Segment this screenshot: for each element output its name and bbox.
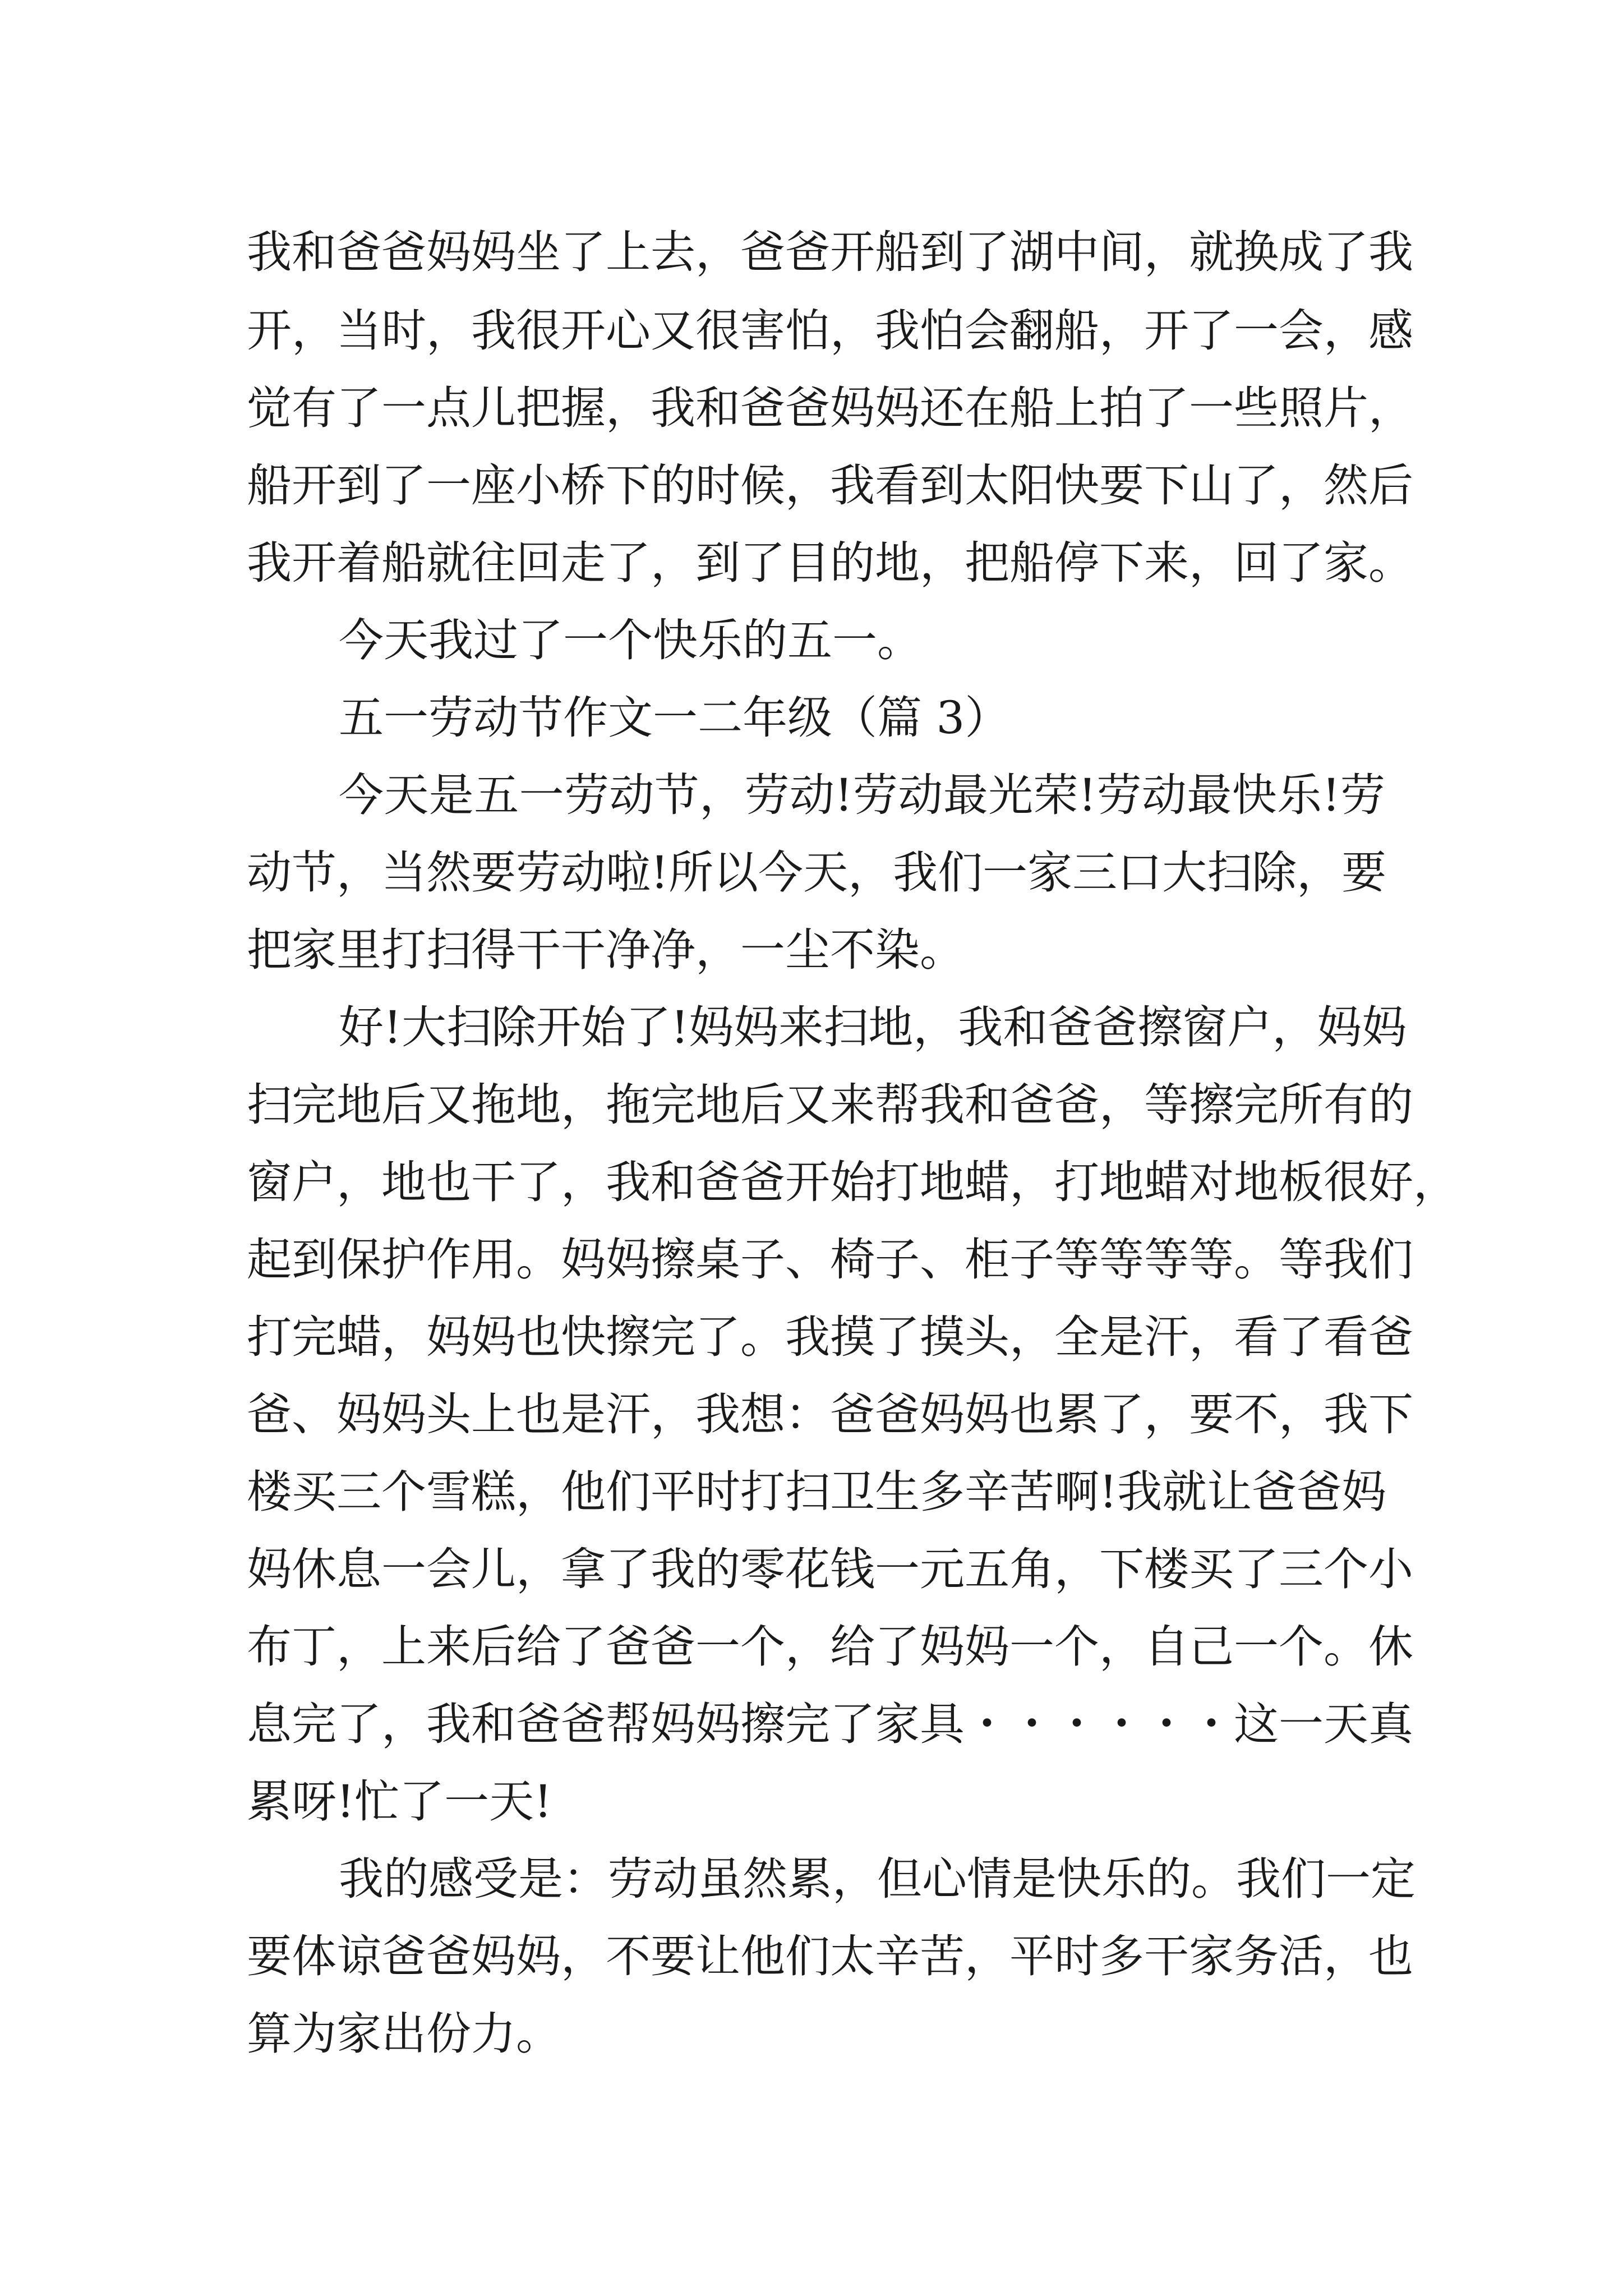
text-line: 好!大扫除开始了!妈妈来扫地，我和爸爸擦窗户，妈妈 [339, 1001, 1407, 1053]
text-line: 觉有了一点儿把握，我和爸爸妈妈还在船上拍了一些照片， [247, 382, 1413, 434]
text-line: 窗户，地也干了，我和爸爸开始打地蜡，打地蜡对地板很好， [247, 1156, 1458, 1208]
section-heading: 五一劳动节作文一二年级（篇 3） [339, 692, 1010, 744]
text-line: 起到保护作用。妈妈擦桌子、椅子、柜子等等等等。等我们 [247, 1234, 1413, 1286]
text-line: 动节，当然要劳动啦!所以今天，我们一家三口大扫除，要 [247, 846, 1387, 899]
text-line: 要体谅爸爸妈妈，不要让他们太辛苦，平时多干家务活，也 [247, 1930, 1413, 1982]
text-line: 爸、妈妈头上也是汗，我想：爸爸妈妈也累了，要不，我下 [247, 1388, 1413, 1441]
text-line: 今天是五一劳动节，劳动!劳动最光荣!劳动最快乐!劳 [339, 769, 1385, 821]
text-line: 船开到了一座小桥下的时候，我看到太阳快要下山了，然后 [247, 459, 1413, 512]
text-line: 打完蜡，妈妈也快擦完了。我摸了摸头，全是汗，看了看爸 [247, 1311, 1413, 1363]
text-line: 妈休息一会儿，拿了我的零花钱一元五角，下楼买了三个小 [247, 1543, 1413, 1595]
text-line: 我的感受是：劳动虽然累，但心情是快乐的。我们一定 [339, 1853, 1415, 1905]
text-line: 把家里打扫得干干净净，一尘不染。 [247, 924, 965, 976]
text-line: 我和爸爸妈妈坐了上去，爸爸开船到了湖中间，就换成了我 [247, 226, 1413, 278]
text-line: 楼买三个雪糕，他们平时打扫卫生多辛苦啊!我就让爸爸妈 [247, 1466, 1387, 1518]
text-line: 我开着船就往回走了，到了目的地，把船停下来，回了家。 [247, 537, 1413, 589]
text-line: 今天我过了一个快乐的五一。 [339, 614, 922, 666]
text-line: 算为家出份力。 [247, 2008, 561, 2060]
text-line: 布丁，上来后给了爸爸一个，给了妈妈一个，自己一个。休 [247, 1621, 1413, 1673]
text-line: 息完了，我和爸爸帮妈妈擦完了家具・・・・・・这一天真 [247, 1698, 1413, 1750]
text-line: 累呀!忙了一天! [247, 1775, 552, 1828]
text-line: 扫完地后又拖地，拖完地后又来帮我和爸爸，等擦完所有的 [247, 1079, 1413, 1131]
text-line: 开，当时，我很开心又很害怕，我怕会翻船，开了一会，感 [247, 305, 1413, 357]
